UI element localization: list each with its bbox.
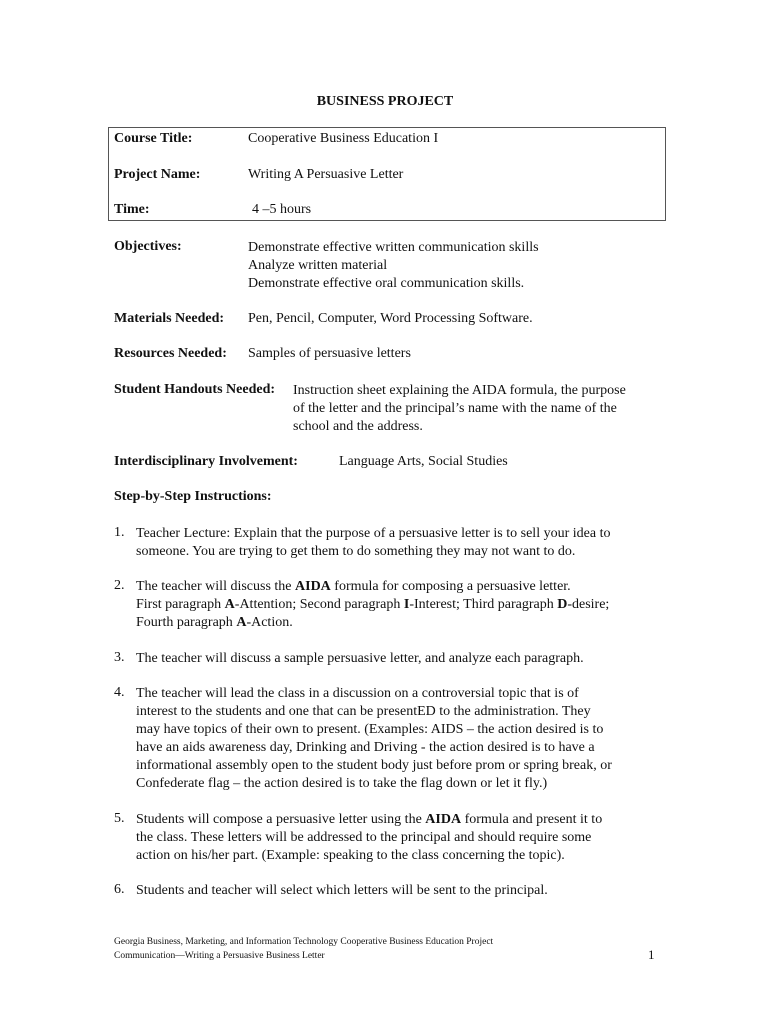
resources-label: Resources Needed: xyxy=(114,346,227,361)
step-number: 5. xyxy=(114,811,125,826)
handouts-line: Instruction sheet explaining the AIDA formula, the purpose xyxy=(293,383,626,398)
step-text: The teacher will lead the class in a discussion on a controversial topic that is of interest to the students and one that can be presentED to the administration. They may have topics of their own to present. (Examples: AIDS – the action desired is to have an aids awareness day, Drinking and Driving - the action desired is to have a informational assembly open to the student body just before prom or spring break, or Confederate flag – the action desired is to take the flag down or let it fly.) xyxy=(136,686,612,791)
step-text: The teacher will discuss the AIDA formula for composing a persuasive letter. First paragraph A-Attention; Second paragraph I-Interest; Third paragraph D-desire; Fourth paragraph A-Action. xyxy=(136,579,610,630)
step-number: 2. xyxy=(114,578,125,593)
objectives-label: Objectives: xyxy=(114,239,182,254)
materials-label: Materials Needed: xyxy=(114,311,225,326)
handouts-line: school and the address. xyxy=(293,419,423,434)
time-label: Time: xyxy=(114,202,150,217)
interdisciplinary-value: Language Arts, Social Studies xyxy=(339,454,508,469)
handouts-value xyxy=(293,382,626,436)
footer-line-1: Georgia Business, Marketing, and Information Technology Cooperative Business Education Project xyxy=(114,937,494,947)
objective-item: Demonstrate effective oral communication skills. xyxy=(248,276,525,291)
project-name-value: Writing A Persuasive Letter xyxy=(248,167,404,182)
step-text: Students and teacher will select which letters will be sent to the principal. xyxy=(136,883,548,898)
step-text: Teacher Lecture: Explain that the purpose of a persuasive letter is to sell your idea to someone. You are trying to get them to do something they may not want to do. xyxy=(136,526,611,559)
page-number: 1 xyxy=(648,947,655,962)
materials-value: Pen, Pencil, Computer, Word Processing Software. xyxy=(248,311,533,326)
document-title: BUSINESS PROJECT xyxy=(316,94,454,109)
course-title-label: Course Title: xyxy=(114,131,193,146)
handouts-label: Student Handouts Needed: xyxy=(114,382,276,397)
time-value: 4 –5 hours xyxy=(252,202,312,217)
step-number: 6. xyxy=(114,882,125,897)
step-number: 3. xyxy=(114,650,125,665)
steps-heading: Step-by-Step Instructions: xyxy=(114,489,272,504)
resources-value: Samples of persuasive letters xyxy=(248,346,411,361)
footer-line-2: Communication—Writing a Persuasive Business Letter xyxy=(114,951,325,961)
objectives-list xyxy=(248,239,539,293)
project-name-label: Project Name: xyxy=(114,167,201,182)
step-number: 4. xyxy=(114,685,125,700)
handouts-line: of the letter and the principal’s name with the name of the xyxy=(293,401,617,416)
interdisciplinary-label: Interdisciplinary Involvement: xyxy=(114,454,298,469)
objective-item: Analyze written material xyxy=(248,258,388,273)
step-number: 1. xyxy=(114,525,125,540)
course-title-value: Cooperative Business Education I xyxy=(248,131,439,146)
step-text: The teacher will discuss a sample persuasive letter, and analyze each paragraph. xyxy=(136,651,584,666)
objective-item: Demonstrate effective written communication skills xyxy=(248,240,539,255)
step-text: Students will compose a persuasive letter using the AIDA formula and present it to the class. These letters will be addressed to the principal and should require some action on his/her part. (Example: speaking to the class concerning the topic). xyxy=(136,812,603,863)
